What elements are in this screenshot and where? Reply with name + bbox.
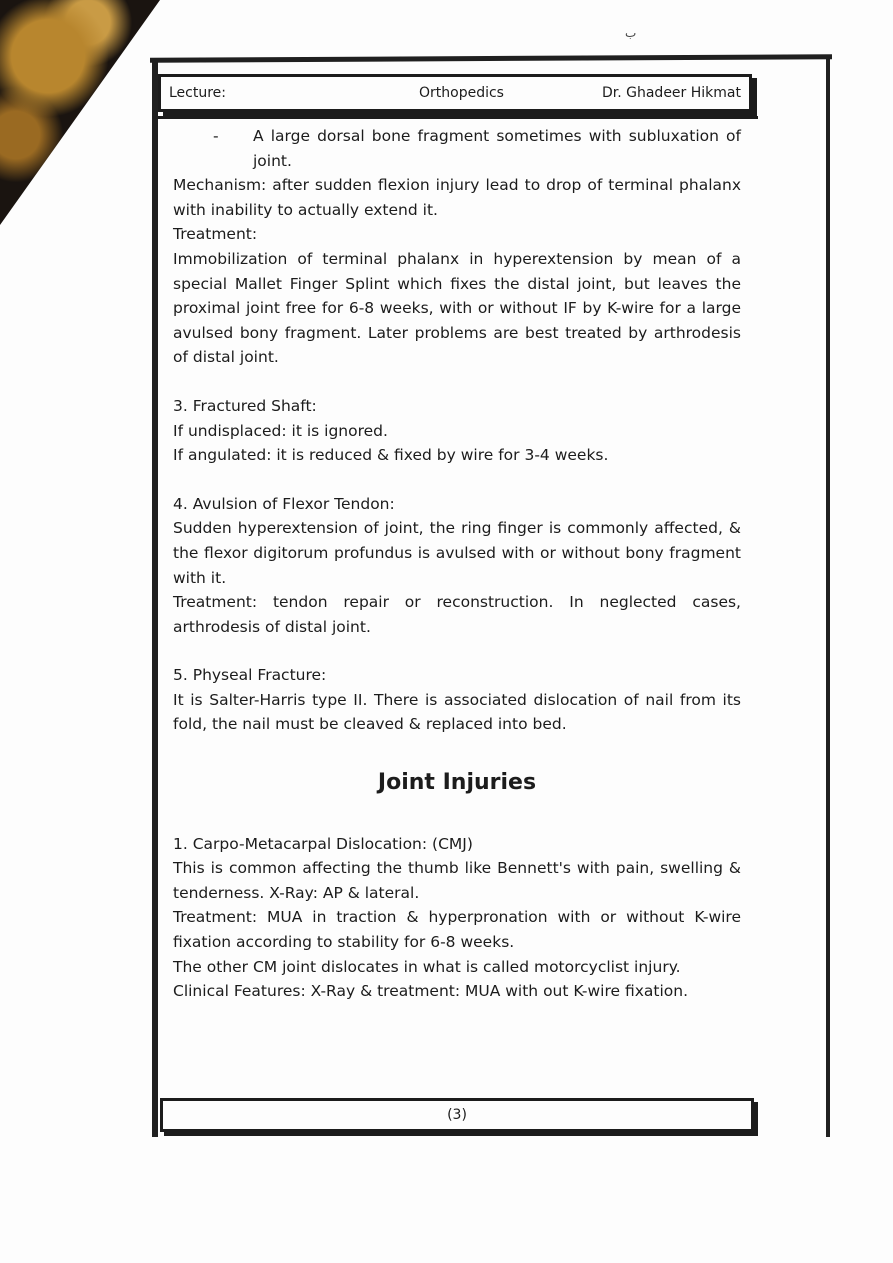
section-4-heading: 4. Avulsion of Flexor Tendon: xyxy=(173,494,395,513)
header-lecture: Lecture: xyxy=(169,85,227,101)
section-3-heading: 3. Fractured Shaft: xyxy=(173,396,317,415)
treatment-heading: Treatment: xyxy=(173,225,258,244)
page-footer xyxy=(160,1098,754,1132)
bullet-text: A large dorsal bone fragment sometimes with subluxation of joint. xyxy=(253,127,741,170)
section-4-treatment: Treatment: tendon repair or reconstruction. In neglected cases, arthrodesis of distal joint. xyxy=(173,593,741,636)
section-3-line-1: If undisplaced: it is ignored. xyxy=(173,421,388,440)
section-5-heading: 5. Physeal Fracture: xyxy=(173,666,327,685)
joint-1-other: The other CM joint dislocates in what is called motorcyclist injury. xyxy=(173,957,681,976)
treatment-text: Immobilization of terminal phalanx in hyperextension by mean of a special Mallet Finger Splint which fixes the distal joint, but leaves the proximal joint free for 6-8 weeks, with or without IF by K-wire for a large avulsed bony fragment. Later problems are best treated by arthrodesis of distal joint. xyxy=(173,249,741,367)
page-number: (3) xyxy=(447,1107,467,1123)
header-author: Dr. Ghadeer Hikmat xyxy=(601,85,741,101)
section-3-line-2: If angulated: it is reduced & fixed by wire for 3-4 weeks. xyxy=(173,446,609,465)
page-content xyxy=(173,124,741,1004)
joint-1-heading: 1. Carpo-Metacarpal Dislocation: (CMJ) xyxy=(173,834,473,853)
bullet-item xyxy=(213,124,741,173)
top-mark: ب xyxy=(625,26,637,40)
page-header xyxy=(158,74,752,112)
joint-1-clinical: Clinical Features: X-Ray & treatment: MUA with out K-wire fixation. xyxy=(173,982,689,1001)
page-border-right xyxy=(826,55,830,1137)
joint-injuries-title: Joint Injuries xyxy=(377,770,537,796)
header-rule xyxy=(158,116,758,119)
photo-corner-background xyxy=(0,0,160,225)
header-course: Orthopedics xyxy=(419,85,504,101)
page-border-top xyxy=(150,54,832,63)
mechanism-text: Mechanism: after sudden flexion injury lead to drop of terminal phalanx with inability to actually extend it. xyxy=(173,176,741,219)
joint-1-treatment: Treatment: MUA in traction & hyperpronation with or without K-wire fixation according to stability for 6-8 weeks. xyxy=(173,908,741,952)
page-border-left xyxy=(152,62,158,1137)
joint-1-text: This is common affecting the thumb like Bennett's with pain, swelling & tenderness. X-Ray: AP & lateral. xyxy=(173,859,741,902)
section-4-text: Sudden hyperextension of joint, the ring finger is commonly affected, & the flexor digitorum profundus is avulsed with or without bony fragment with it. xyxy=(173,519,741,587)
section-5-text: It is Salter-Harris type II. There is associated dislocation of nail from its fold, the nail must be cleaved & replaced into bed. xyxy=(173,690,741,734)
bullet-dash: - xyxy=(213,127,219,145)
